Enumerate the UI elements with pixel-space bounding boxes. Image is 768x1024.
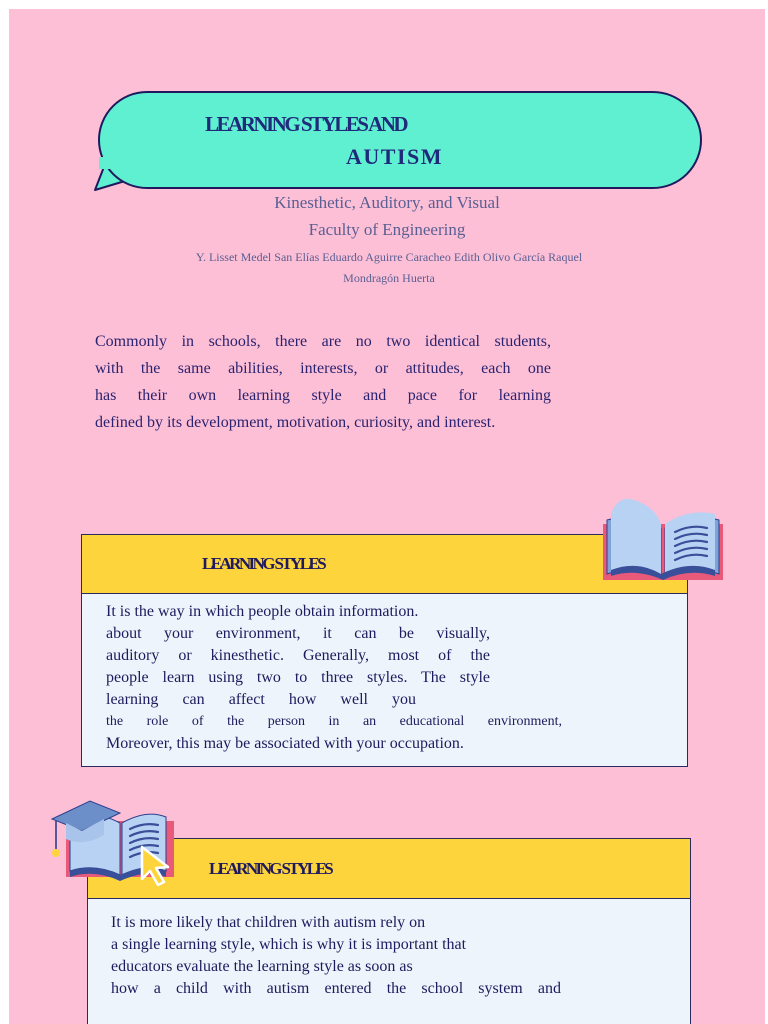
card-line: the role of the person in an educational environment, (106, 714, 562, 729)
title-bubble (98, 91, 702, 189)
card-line: about your environment, it can be visually, (106, 625, 490, 642)
graduation-book-cursor-icon (42, 791, 182, 891)
card-line: Moreover, this may be associated with your occupation. (106, 735, 464, 752)
authors-line1: Y. Lisset Medel San Elías Eduardo Aguirre Caracheo Edith Olivo García Raquel (195, 250, 583, 264)
card-line: It is the way in which people obtain information. (106, 603, 419, 620)
intro-line: Commonly in schools, there are no two identical students, (95, 333, 551, 350)
intro-line: has their own learning style and pace for learning (95, 387, 551, 404)
page-title-line1: LEARNING STYLES AND (205, 112, 407, 136)
card-line: people learn using two to three styles. The style (106, 669, 490, 686)
card-body (106, 601, 562, 755)
card-line: learning can affect how well you (106, 691, 416, 708)
subtitle: Kinesthetic, Auditory, and Visual (274, 193, 500, 212)
bubble-tail-cover (97, 157, 111, 171)
poster-page (9, 9, 765, 1024)
authors (99, 247, 679, 289)
card-title: LEARNING STYLES (209, 859, 332, 878)
open-book-icon (599, 494, 729, 586)
intro-paragraph (95, 328, 551, 436)
intro-line: with the same abilities, interests, or attitudes, each one (95, 360, 551, 377)
authors-line2: Mondragón Huerta (343, 271, 435, 285)
card-line: auditory or kinesthetic. Generally, most of the (106, 647, 490, 664)
card-body (111, 912, 561, 1000)
card-line: how a child with autism entered the school system and (111, 980, 561, 997)
faculty: Faculty of Engineering (308, 220, 466, 239)
intro-line: defined by its development, motivation, curiosity, and interest. (95, 414, 496, 431)
page-title-line2: AUTISM (346, 144, 444, 169)
learning-styles-card-1 (81, 534, 688, 767)
card-line: educators evaluate the learning style as soon as (111, 958, 413, 975)
card-line: a single learning style, which is why it is important that (111, 936, 467, 953)
card-header (82, 535, 687, 594)
card-title: LEARNING STYLES (202, 554, 325, 573)
card-line: It is more likely that children with autism rely on (111, 914, 426, 931)
